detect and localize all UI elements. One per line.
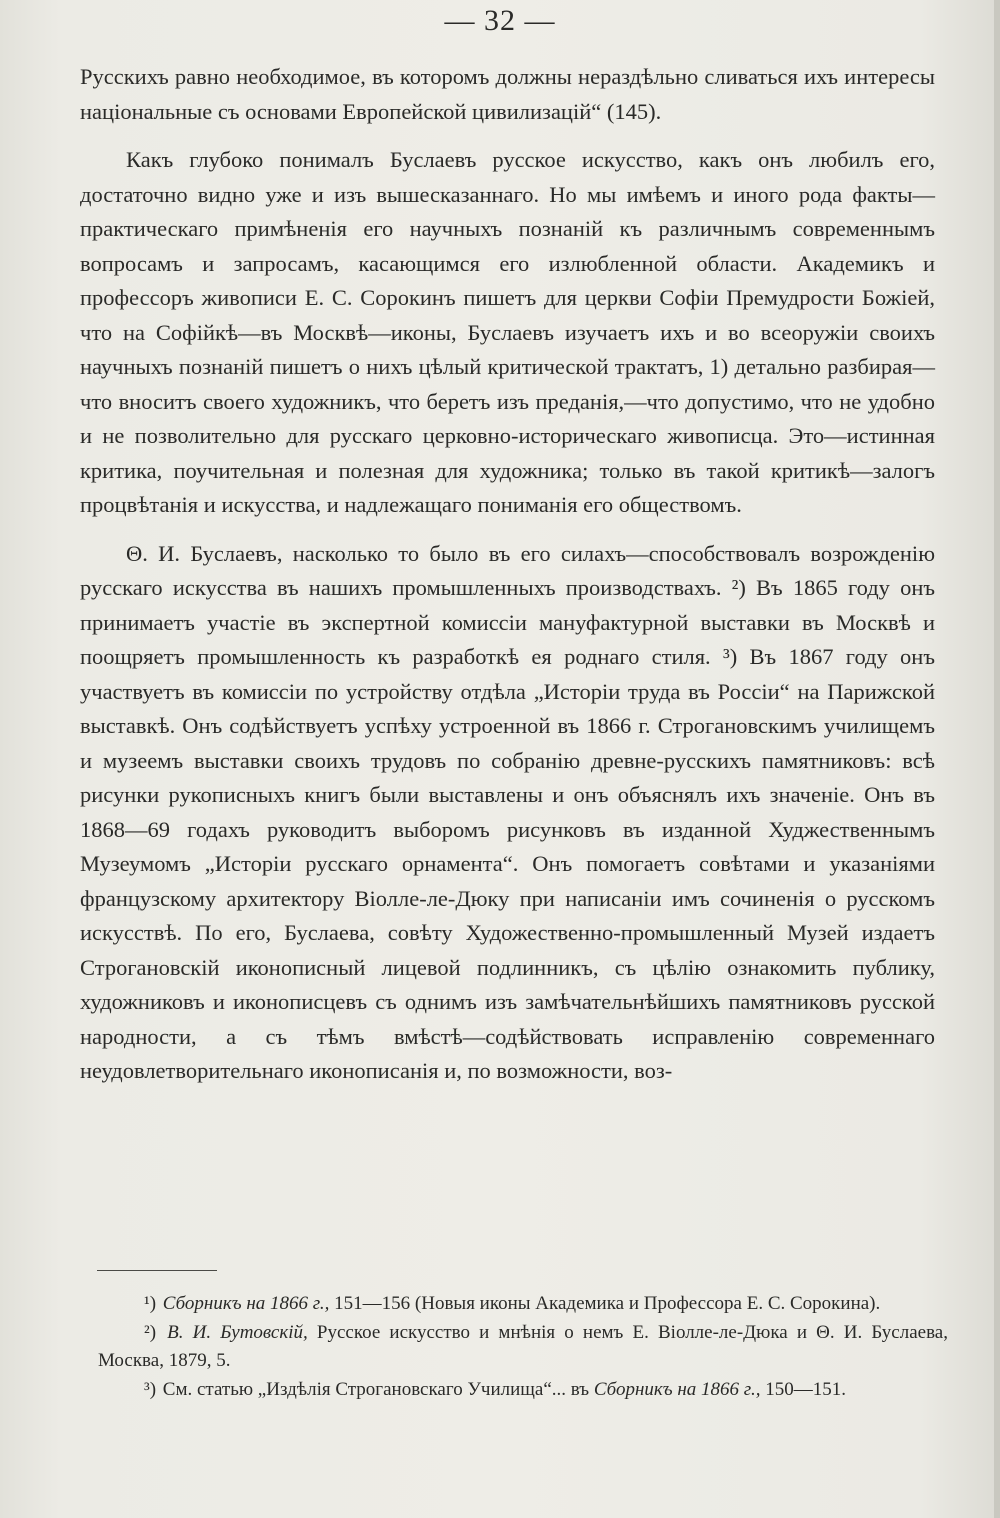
paragraph-buslaev-art: Какъ глубоко понималъ Буслаевъ русское искусство, какъ онъ любилъ его, достаточно видно уже и изъ вышесказаннаго. Но мы имѣемъ и иного рода факты—практическаго примѣненія его научныхъ познаній къ различнымъ современнымъ вопросамъ и запросамъ, касающимся его излюбленной области. Академикъ и профессоръ живописи Е. С. Сорокинъ пишетъ для церкви Софіи Премудрости Божіей, что на Софійкѣ—въ Москвѣ—иконы, Буслаевъ изучаетъ ихъ и во всеоружіи своихъ научныхъ познаній пишетъ о нихъ цѣлый критической трактатъ, 1) детально разбирая—что вноситъ своего художникъ, что беретъ изъ преданія,—что допустимо, что не удобно и не позволительно для русскаго церковно-историческаго живописца. Это—истинная критика, поучительная и полезная для художника; только въ такой критикѣ—залогъ процвѣтанія и искусства, и надлежащаго пониманія его обществомъ. [80, 147, 935, 517]
footnote-marker: ¹) [144, 1293, 157, 1314]
footnote-text: 151—156 (Новыя иконы Академика и Профессора Е. С. Сорокина). [329, 1293, 881, 1314]
paragraph-buslaev-industry: Θ. И. Буслаевъ, насколько то было въ его силахъ—способствовалъ возрожденію русскаго искусства въ нашихъ промышленныхъ производствахъ. ²) Въ 1865 году онъ принимаетъ участіе въ экспертной комиссіи мануфактурной выставки въ Москвѣ и поощряетъ промышленность къ разработкѣ ея роднаго стиля. ³) Въ 1867 году онъ участвуетъ въ комиссіи по устройству отдѣла „Исторіи труда въ Россіи“ на Парижской выставкѣ. Онъ содѣйствуетъ успѣху устроенной въ 1866 г. Строгановскимъ училищемъ и музеемъ выставки своихъ трудовъ по собранію древне-русскихъ памятниковъ: всѣ рисунки рукописныхъ книгъ были выставлены и онъ объяснялъ ихъ значеніе. Онъ въ 1868—69 годахъ руководитъ выборомъ рисунковъ въ изданной Худжественнымъ Музеумомъ „Исторіи русскаго орнамента“. Онъ помогаетъ совѣтами и указаніями французскому архитектору Віолле-ле-Дюку при написаніи имъ сочиненія о русскомъ искусствѣ. По его, Буслаева, совѣту Художественно-промышленный Музей издаетъ Строгановскій иконописный лицевой подлинникъ, съ цѣлію ознакомить публику, художниковъ и иконописцевъ съ однимъ изъ замѣчательнѣйшихъ памятниковъ русской народности, а съ тѣмъ вмѣстѣ—содѣйствовать исправленію современнаго неудовлетворительнаго иконописанія и, по возможности, воз- [80, 540, 935, 1083]
footnote-3 [98, 1376, 948, 1404]
footnote-1 [98, 1290, 948, 1318]
footnote-2 [98, 1319, 948, 1375]
paragraph-continuation: Русскихъ равно необходимое, въ которомъ должны нераздѣльно сливаться ихъ интересы націонaльные съ основами Европейской цивилизацій“ (145). [80, 64, 935, 124]
footnote-text: См. статью „Издѣлія Строгановскаго Училища“... въ [162, 1379, 594, 1400]
footnote-pages: 150—151. [760, 1379, 846, 1400]
footnote-source-title: Сборникъ на 1866 г., [162, 1293, 330, 1314]
footnote-source-title: Сборникъ на 1866 г., [593, 1379, 761, 1400]
main-text [80, 60, 935, 1103]
page-edge-shadow [994, 0, 1000, 1518]
footnote-text: Русское искусство и мнѣнія о немъ Е. Віолле-ле-Дюка и Θ. И. Буслаева, Москва, 1879, 5. [98, 1322, 948, 1371]
footnote-marker: ²) [144, 1322, 157, 1343]
footnote-divider [97, 1270, 217, 1271]
footnote-author: В. И. Бутовскій, [167, 1322, 308, 1343]
page-number: — 32 — [444, 4, 556, 37]
footnotes [98, 1290, 948, 1405]
footnote-marker: ³) [144, 1379, 157, 1400]
